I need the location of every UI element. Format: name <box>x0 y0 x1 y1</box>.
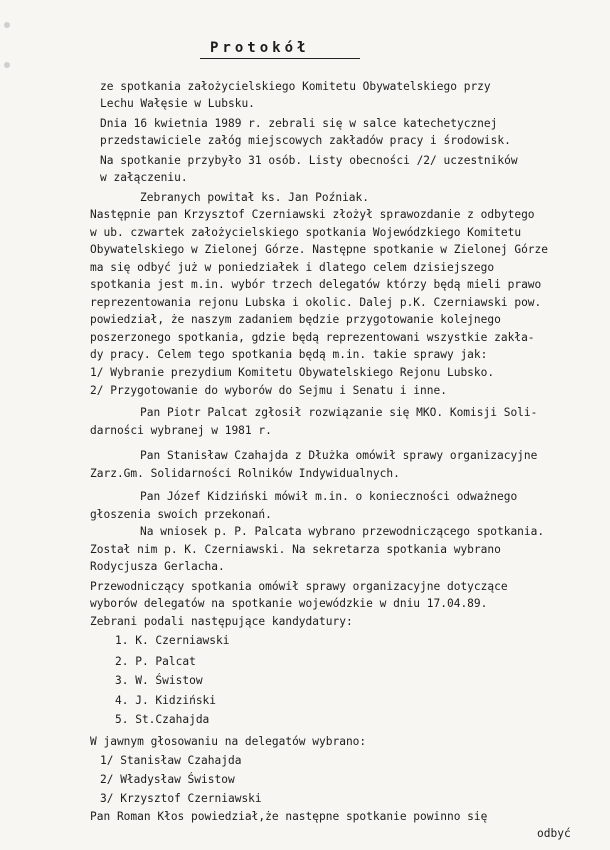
text-line: poszerzonego spotkania, gdzie będą reprezentowani wszystkie zakła- <box>90 331 535 344</box>
text-line: Lechu Wałęsie w Lubsku. <box>100 97 255 110</box>
text-line: reprezentowania rejonu Lubska i okolic. Dalej p.K. Czerniawski pow. <box>90 296 542 309</box>
text-line: w załączeniu. <box>100 171 188 184</box>
document-title: Protokół <box>210 40 310 56</box>
text-line: 2/ Przygotowanie do wyborów do Sejmu i Senatu i inne. <box>90 384 447 397</box>
delegate-item: 1/ Stanisław Czahajda <box>100 754 242 767</box>
text-line: Dnia 16 kwietnia 1989 r. zebrali się w salce katechetycznej <box>100 117 498 130</box>
text-line: przedstawiciele załóg miejscowych zakładów pracy i środowisk. <box>100 134 511 147</box>
text-line: Został nim p. K. Czerniawski. Na sekretarza spotkania wybrano <box>90 543 501 556</box>
candidate-item: 5. St.Czahajda <box>115 713 210 726</box>
candidate-item: 1. K. Czerniawski <box>115 634 230 647</box>
text-line: Pan Roman Kłos powiedział,że następne spotkanie powinno się <box>90 810 488 823</box>
text-line: Rodycjusza Gerlacha. <box>90 560 225 573</box>
text-line: darności wybranej w 1981 r. <box>90 424 272 437</box>
text-line: ma się odbyć już w poniedziałek i dlatego celem dzisiejszego <box>90 261 495 274</box>
text-line: w ub. czwartek założycielskiego spotkania Wojewódzkiego Komitetu <box>90 226 522 239</box>
text-line: głoszenia swoich przekonań. <box>90 508 272 521</box>
candidate-item: 2. P. Palcat <box>115 655 196 668</box>
text-line: Następnie pan Krzysztof Czerniawski złożył sprawozdanie z odbytego <box>90 208 535 221</box>
text-line: Zebrani podali następujące kandydatury: <box>90 615 353 628</box>
text-line-continuation: odbyć <box>537 827 571 840</box>
text-line: ze spotkania założycielskiego Komitetu Obywatelskiego przy <box>100 80 491 93</box>
text-line: spotkania jest m.in. wybór trzech delegatów którzy będą mieli prawo <box>90 278 542 291</box>
text-line: Pan Stanisław Czahajda z Dłużka omówił sprawy organizacyjne <box>140 449 538 462</box>
text-line: Zebranych powitał ks. Jan Poźniak. <box>140 191 370 204</box>
text-line: powiedział, że naszym zadaniem będzie przygotowanie kolejnego <box>90 313 501 326</box>
candidate-item: 4. J. Kidziński <box>115 694 217 707</box>
title-underline <box>200 58 360 59</box>
text-line: dy pracy. Celem tego spotkania będą m.in. takie sprawy jak: <box>90 348 488 361</box>
text-line: Przewodniczący spotkania omówił sprawy organizacyjne dotyczące <box>90 580 508 593</box>
delegate-item: 2/ Władysław Świstow <box>100 773 235 786</box>
delegate-item: 3/ Krzysztof Czerniawski <box>100 792 262 805</box>
candidate-item: 3. W. Świstow <box>115 674 203 687</box>
text-line: Na spotkanie przybyło 31 osób. Listy obecności /2/ uczestników <box>100 154 518 167</box>
binder-hole-mark <box>4 22 10 28</box>
binder-hole-mark <box>4 62 10 68</box>
text-line: Zarz.Gm. Solidarności Rolników Indywidualnych. <box>90 467 400 480</box>
text-line: Pan Piotr Palcat zgłosił rozwiązanie się MKO. Komisji Soli- <box>140 406 538 419</box>
text-line: Pan Józef Kidziński mówił m.in. o konieczności odważnego <box>140 490 518 503</box>
text-line: Obywatelskiego w Zielonej Górze. Następne spotkanie w Zielonej Górze <box>90 243 549 256</box>
text-line: wyborów delegatów na spotkanie wojewódzkie w dniu 17.04.89. <box>90 597 488 610</box>
text-line: W jawnym głosowaniu na delegatów wybrano: <box>90 735 367 748</box>
text-line: Na wniosek p. P. Palcata wybrano przewodniczącego spotkania. <box>140 525 545 538</box>
text-line: 1/ Wybranie prezydium Komitetu Obywatelskiego Rejonu Lubsko. <box>90 366 495 379</box>
